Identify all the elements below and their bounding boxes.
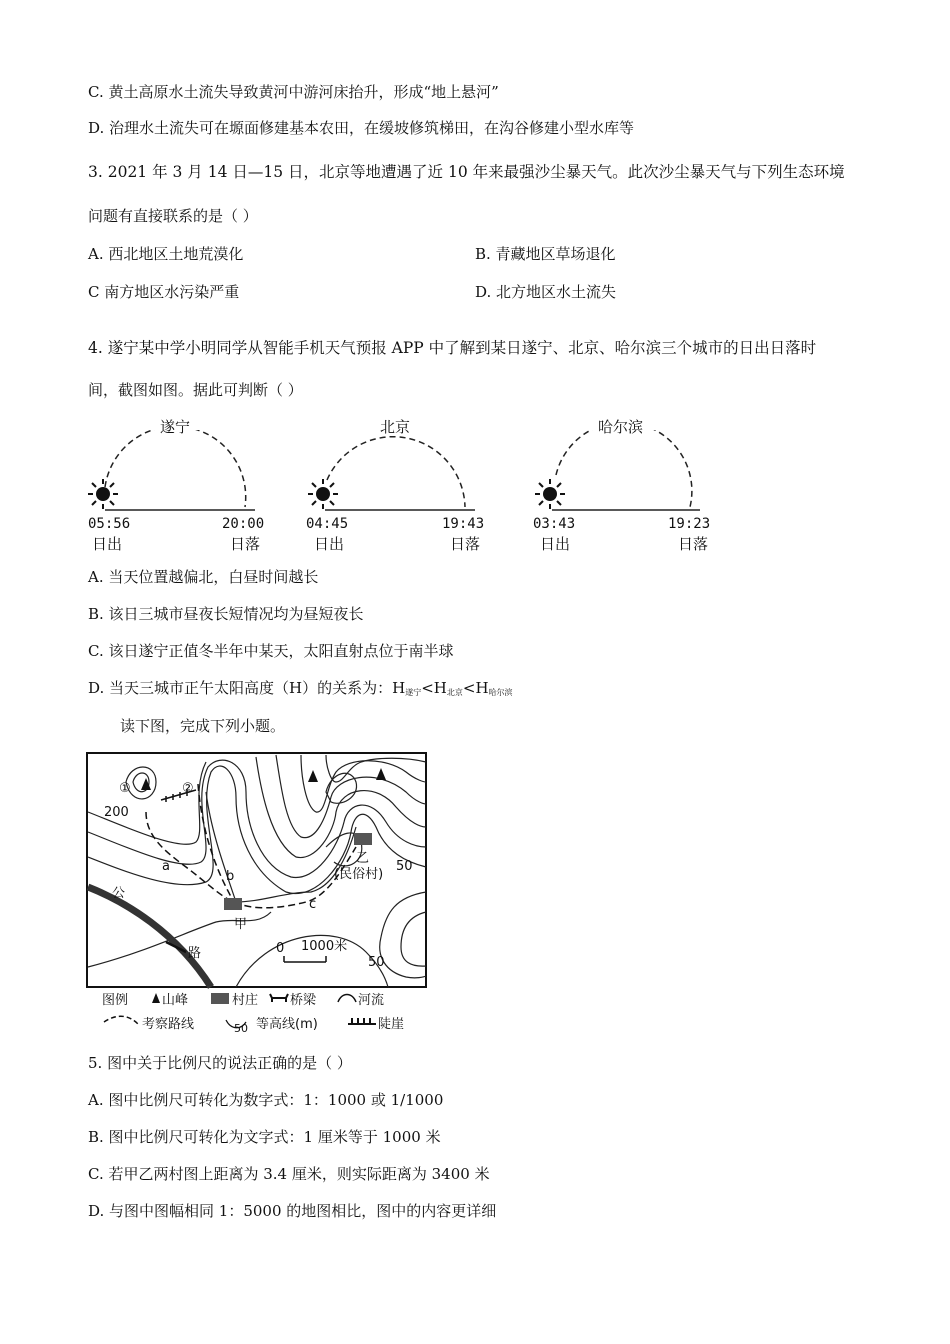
legend-cliff: 陡崖 [378, 1017, 405, 1032]
sunset-label: 日落 [678, 535, 709, 553]
route-c-label: c [309, 897, 317, 912]
q5-option-b: B. 图中比例尺可转化为文字式：1 厘米等于 1000 米 [88, 1128, 441, 1146]
route-icon [104, 1016, 138, 1024]
road-label-1: 公 [112, 886, 126, 901]
point-1-label: ① [119, 781, 131, 796]
q5-option-d: D. 与图中图幅相同 1：5000 的地图相比，图中的内容更详细 [88, 1202, 497, 1220]
reading-intro: 读下图，完成下列小题。 [120, 717, 286, 735]
q3-option-a: A. 西北地区土地荒漠化 [88, 245, 244, 263]
topographic-map [86, 752, 428, 1040]
sun-arc-diagram [85, 430, 260, 520]
contour-50-label: 50 [396, 859, 413, 874]
village-jia-label: 甲 [234, 917, 248, 932]
village-jia-icon [224, 898, 242, 910]
q5-option-a: A. 图中比例尺可转化为数字式：1：1000 或 1/1000 [88, 1091, 444, 1109]
sun-arc-diagram [532, 430, 707, 520]
city-name: 北京 [380, 418, 411, 436]
sunrise-label: 日出 [314, 535, 345, 553]
sunrise-label: 日出 [92, 535, 123, 553]
legend-peak: 山峰 [162, 993, 189, 1008]
village-yi-note: (民俗村) [334, 867, 384, 882]
sun-path-arc [105, 430, 246, 507]
route-a-label: a [162, 859, 170, 874]
sunset-time: 20:00 [222, 516, 265, 532]
sunset-label: 日落 [230, 535, 261, 553]
q4-stem-line1: 4. 遂宁某中学小明同学从智能手机天气预报 APP 中了解到某日遂宁、北京、哈尔滨三个城市的日出日落时 [88, 339, 817, 357]
q2-option-d: D. 治理水土流失可在塬面修建基本农田，在缓坡修筑梯田，在沟谷修建小型水库等 [88, 119, 635, 137]
sun-icon [308, 479, 338, 509]
q4-option-b: B. 该日三城市昼夜长短情况均为昼短夜长 [88, 605, 364, 623]
route-b-label: b [226, 869, 235, 884]
q2-option-c: C. 黄土高原水土流失导致黄河中游河床抬升，形成“地上悬河” [88, 83, 499, 101]
sun-path-arc [327, 437, 465, 507]
river-icon [338, 995, 356, 1003]
sun-arc-diagram [305, 430, 480, 520]
q3-option-c: C 南方地区水污染严重 [88, 283, 240, 301]
q4-stem-line2: 间，截图如图。据此可判断（ ） [88, 381, 303, 399]
sunrise-time: 05:56 [88, 516, 131, 532]
sunset-time: 19:43 [442, 516, 485, 532]
contour-50-label: 50 [368, 955, 385, 970]
legend-contour-num: 50 [234, 1022, 248, 1035]
legend-title: 图例 [102, 993, 129, 1008]
legend-river: 河流 [358, 993, 385, 1008]
q3-option-b: B. 青藏地区草场退化 [475, 245, 616, 263]
city-name: 哈尔滨 [598, 418, 644, 436]
village-yi-label: 乙 [356, 851, 370, 866]
legend-bridge: 桥梁 [290, 993, 317, 1008]
q4-option-a: A. 当天位置越偏北，白昼时间越长 [88, 568, 319, 586]
sun-icon [535, 479, 565, 509]
scale-text: 1000米 [301, 939, 348, 954]
legend-route: 考察路线 [142, 1017, 195, 1032]
sun-path-arc [556, 430, 692, 507]
sunrise-time: 04:45 [306, 516, 349, 532]
point-2-label: ② [182, 781, 194, 796]
q3-option-d: D. 北方地区水土流失 [475, 283, 617, 301]
q3-stem-line1: 3. 2021 年 3 月 14 日—15 日，北京等地遭遇了近 10 年来最强沙尘暴天气。此次沙尘暴天气与下列生态环境 [88, 163, 845, 181]
village-icon [211, 993, 229, 1004]
cliff-icon [348, 1018, 376, 1024]
legend-contour: 等高线(m) [256, 1017, 318, 1032]
contour-200-label: 200 [104, 805, 129, 820]
legend-village: 村庄 [232, 993, 259, 1008]
sunrise-time: 03:43 [533, 516, 576, 532]
scale-zero: 0 [276, 941, 285, 956]
peak-icon [152, 993, 160, 1003]
q4-option-d-text: D. 当天三城市正午太阳高度（H）的关系为： [88, 679, 393, 697]
q3-stem-line2: 问题有直接联系的是（ ） [88, 207, 258, 225]
sun-icon [88, 479, 118, 509]
q4-option-c: C. 该日遂宁正值冬半年中某天，太阳直射点位于南半球 [88, 642, 454, 660]
city-name: 遂宁 [160, 418, 191, 436]
village-yi-icon [354, 833, 372, 845]
q5-stem: 5. 图中关于比例尺的说法正确的是（ ） [88, 1054, 352, 1072]
bridge-icon [270, 994, 288, 1002]
road-label-2: 路 [188, 946, 202, 961]
sunset-label: 日落 [450, 535, 481, 553]
map-legend [102, 992, 404, 1035]
sunset-time: 19:23 [668, 516, 711, 532]
sunrise-label: 日出 [540, 535, 571, 553]
q5-option-c: C. 若甲乙两村图上距离为 3.4 厘米，则实际距离为 3400 米 [88, 1165, 490, 1183]
q4-option-d: D. 当天三城市正午太阳高度（H）的关系为：$H_{遂宁}<H_{北京}<H_{哈尔滨}$ [88, 679, 513, 697]
